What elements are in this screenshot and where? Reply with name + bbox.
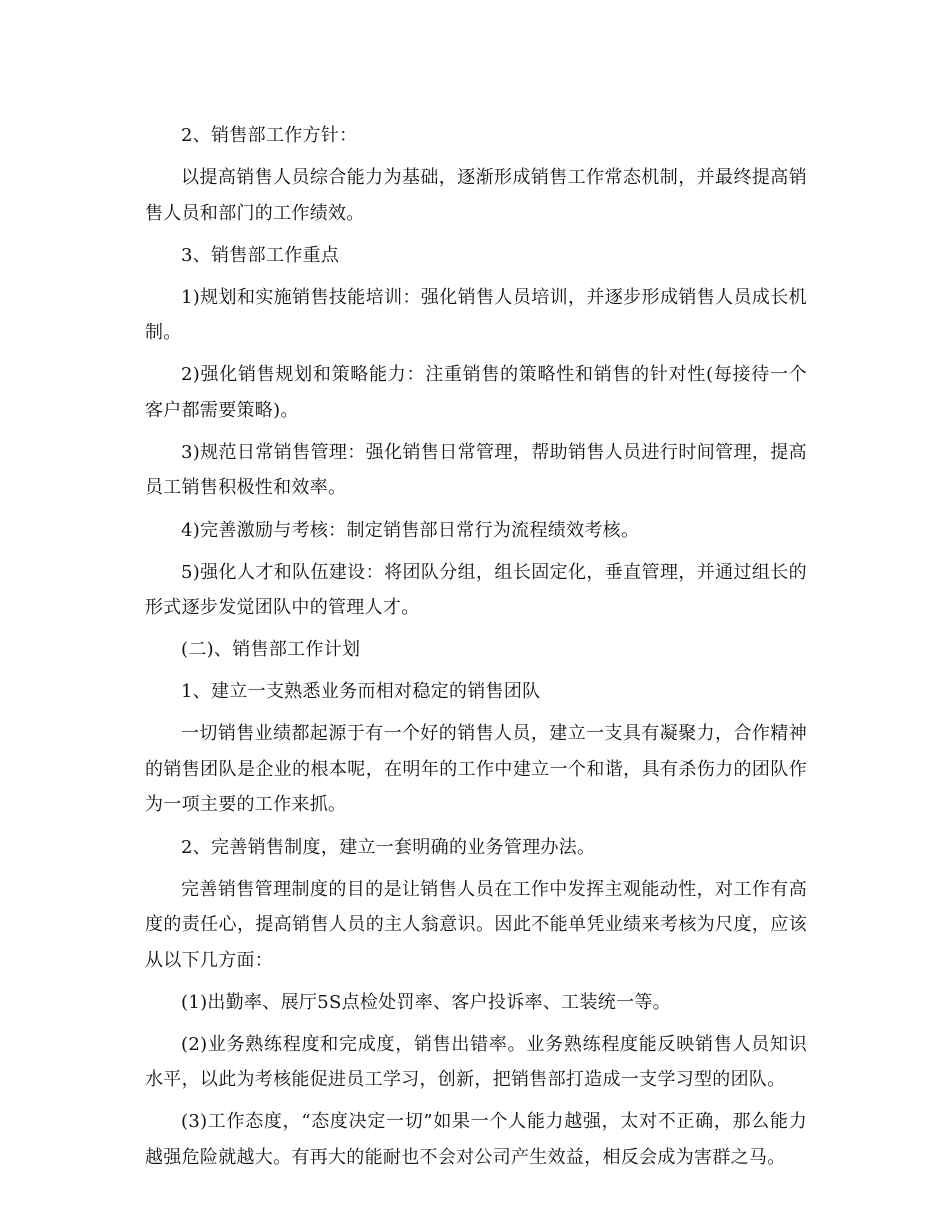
paragraph-focus-item-1: 1)规划和实施销售技能培训：强化销售人员培训，并逐步形成销售人员成长机制。 [145, 286, 807, 344]
paragraph-plan-item-1-text: 一切销售业绩都起源于有一个好的销售人员，建立一支具有凝聚力，合作精神的销售团队是企业的根本呢，在明年的工作中建立一个和谐，具有杀伤力的团队作为一项主要的工作来抓。 [145, 723, 807, 816]
paragraph-focus-item-2: 2)强化销售规划和策略能力：注重销售的策略性和销售的针对性(每接待一个客户都需要策略)。 [145, 364, 807, 421]
paragraph-focus-item-3: 3)规范日常销售管理：强化销售日常管理，帮助销售人员进行时间管理，提高员工销售积极性和效率。 [145, 441, 807, 499]
paragraph-criteria-2: (2)业务熟练程度和完成度，销售出错率。业务熟练程度能反映销售人员知识水平，以此为考核能促进员工学习，创新，把销售部打造成一支学习型的团队。 [145, 1033, 807, 1091]
paragraph-plan-item-2-heading: 2、完善销售制度，建立一套明确的业务管理办法。 [181, 836, 596, 858]
document-page [145, 118, 807, 1182]
paragraph-criteria-3: (3)工作态度，“态度决定一切”如果一个人能力越强，太对不正确，那么能力越强危险就越大。有再大的能耐也不会对公司产生效益，相反会成为害群之马。 [145, 1111, 807, 1168]
paragraph-policy-heading: 2、销售部工作方针： [181, 125, 358, 146]
paragraph-policy-text: 以提高销售人员综合能力为基础，逐渐形成销售工作常态机制，并最终提高销售人员和部门的工作绩效。 [145, 167, 807, 224]
paragraph-plan-item-1-heading: 1、建立一支熟悉业务而相对稳定的销售团队 [181, 681, 541, 703]
paragraph-criteria-1: (1)出勤率、展厅5S点检处罚率、客户投诉率、工装统一等。 [181, 991, 671, 1013]
paragraph-focus-item-5: 5)强化人才和队伍建设：将团队分组，组长固定化，垂直管理，并通过组长的形式逐步发觉团队中的管理人才。 [145, 561, 807, 619]
paragraph-focus-heading: 3、销售部工作重点 [181, 244, 340, 266]
paragraph-focus-item-4: 4)完善激励与考核：制定销售部日常行为流程绩效考核。 [181, 519, 640, 541]
paragraph-plan-item-2-text: 完善销售管理制度的目的是让销售人员在工作中发挥主观能动性，对工作有高度的责任心，提高销售人员的主人翁意识。因此不能单凭业绩来考核为尺度，应该从以下几方面： [145, 878, 807, 971]
paragraph-plan-heading: (二)、销售部工作计划 [181, 639, 361, 661]
